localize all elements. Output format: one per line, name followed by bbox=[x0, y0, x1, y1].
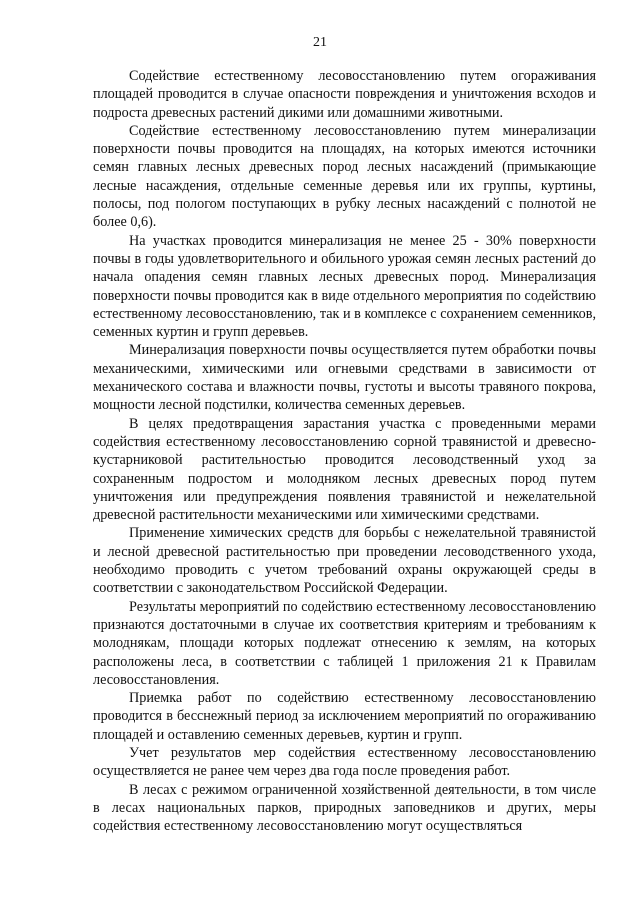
paragraph-fencing: Содействие естественному лесовосстановлению путем огораживания площадей проводится в случае опасности повреждения и уничтожения всходов и подроста древесных растений дикими или домашними животными. bbox=[93, 68, 596, 121]
paragraph-acceptance: Приемка работ по содействию естественному лесовосстановлению проводится в бесснежный период за исключением мероприятий по огораживанию площадей и оставлению семенных деревьев, куртин и групп. bbox=[93, 690, 596, 743]
paragraph-silvicultural-care: В целях предотвращения зарастания участка с проведенными мерами содействия естественному лесовосстановлению сорной травянистой и древесно-кустарниковой растительностью проводится лесоводственный уход за сохраненным подростом и молодняком лесных древесных пород путем уничтожения или предупреждения появления травянистой и нежелательной древесной растительности механическими или химическими средствами. bbox=[93, 415, 596, 524]
paragraph-mineralization-methods: Минерализация поверхности почвы осуществляется путем обработки почвы механическими, химическими или огневыми средствами в зависимости от механического состава и влажности почвы, густоты и высоты травяного покрова, мощности лесной подстилки, количества семенных деревьев. bbox=[93, 342, 596, 414]
paragraph-accounting: Учет результатов мер содействия естественному лесовосстановлению осуществляется не ранее чем через два года после проведения работ. bbox=[93, 744, 596, 780]
paragraph-mineralization-percent: На участках проводится минерализация не менее 25 - 30% поверхности почвы в годы удовлетворительного и обильного урожая семян лесных растений до начала опадения семян главных лесных древесных пород. Минерализация поверхности почвы проводится как в виде отдельного мероприятия по содействию естественному лесовосстановлению, так и в комплексе с сохранением семенников, семенных куртин и групп деревьев. bbox=[93, 232, 596, 341]
paragraph-restricted-forests: В лесах с режимом ограниченной хозяйственной деятельности, в том числе в лесах национальных парков, природных заповедников и других, меры содействия естественному лесовосстановлению могут осуществляться bbox=[93, 781, 596, 835]
page-number: 21 bbox=[313, 35, 327, 50]
paragraph-mineralization-areas: Содействие естественному лесовосстановлению путем минерализации поверхности почвы проводится на площадях, на которых имеются источники семян главных лесных древесных пород лесных насаждений (примыкающие лесные насаждения, отдельные семенные деревья или их группы, куртины, полосы, под пологом поступающих в рубку лесных насаждений с полнотой не более 0,6). bbox=[93, 122, 596, 231]
document-body bbox=[93, 67, 596, 835]
paragraph-results: Результаты мероприятий по содействию естественному лесовосстановлению признаются достаточными в случае их соответствия критериям и требованиям к молоднякам, площади которых подлежат отнесению к землям, на которых расположены леса, в соответствии с таблицей 1 приложения 21 к Правилам лесовосстановления. bbox=[93, 598, 596, 688]
paragraph-chemical-means: Применение химических средств для борьбы с нежелательной травянистой и лесной древесной растительностью при проведении лесоводственного ухода, необходимо проводить с учетом требований охраны окружающей среды в соответствии с законодательством Российской Федерации. bbox=[93, 525, 596, 597]
